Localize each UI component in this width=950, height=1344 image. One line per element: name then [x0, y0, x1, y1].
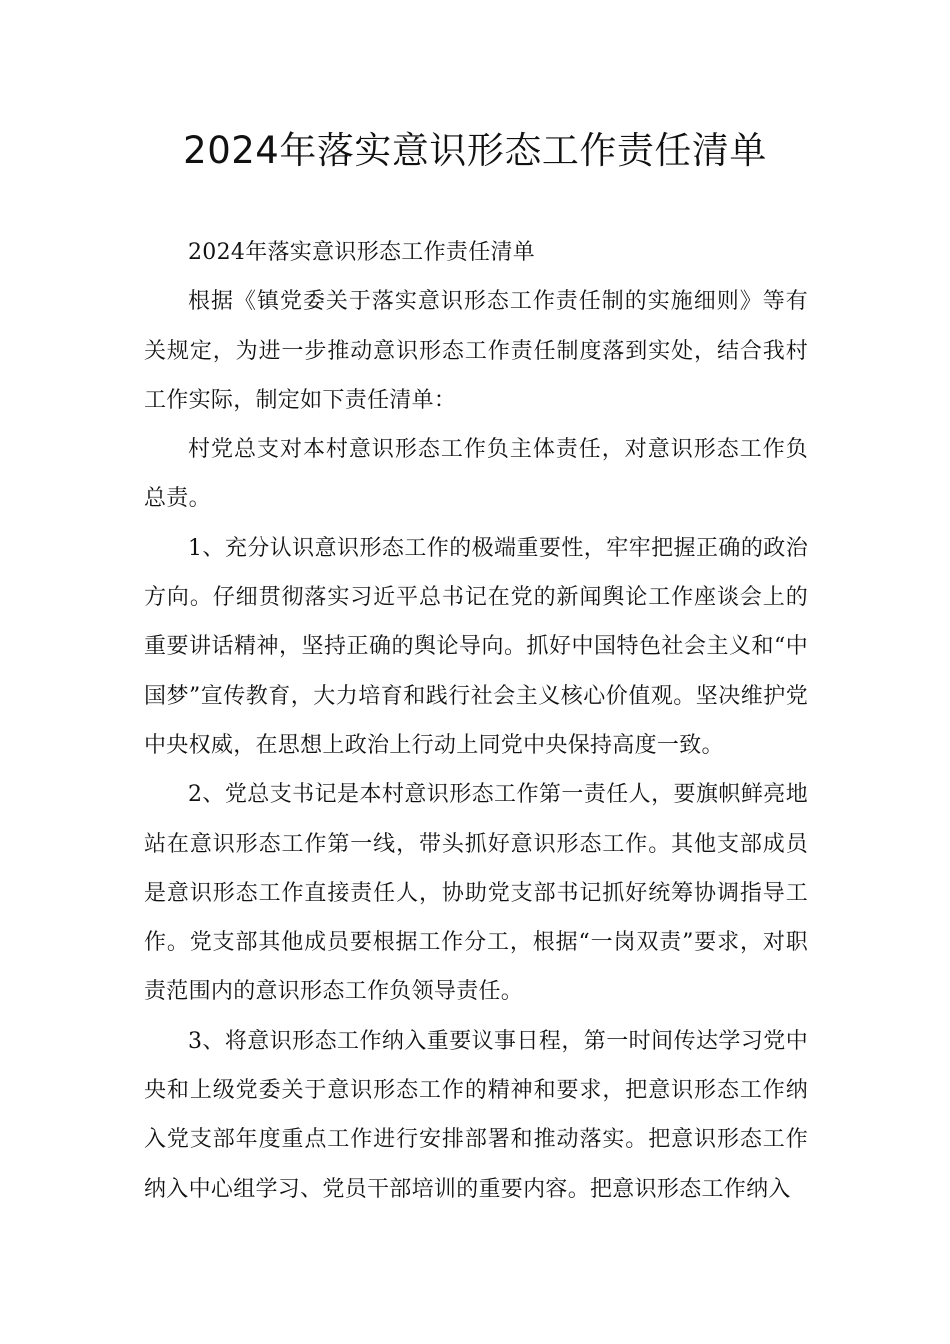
paragraph-item-3: 3、将意识形态工作纳入重要议事日程，第一时间传达学习党中央和上级党委关于意识形态工作的精神和要求，把意识形态工作纳入党支部年度重点工作进行安排部署和推动落实。把意识形态工作纳入中心组学习、党员干部培训的重要内容。把意识形态工作纳入 — [144, 1028, 808, 1202]
paragraph-intro: 根据《镇党委关于落实意识形态工作责任制的实施细则》等有关规定，为进一步推动意识形态工作责任制度落到实处，结合我村工作实际，制定如下责任清单： — [144, 289, 808, 413]
paragraph-main-responsibility: 村党总支对本村意识形态工作负主体责任，对意识形态工作负总责。 — [144, 437, 808, 512]
paragraph-item-2: 2、党总支书记是本村意识形态工作第一责任人，要旗帜鲜亮地站在意识形态工作第一线，带头抓好意识形态工作。其他支部成员是意识形态工作直接责任人，协助党支部书记抓好统筹协调指导工作。党支部其他成员要根据工作分工，根据“一岗双责”要求，对职责范围内的意识形态工作负领导责任。 — [144, 782, 808, 1005]
paragraph-item-1: 1、充分认识意识形态工作的极端重要性，牢牢把握正确的政治方向。仔细贯彻落实习近平总书记在党的新闻舆论工作座谈会上的重要讲话精神，坚持正确的舆论导向。抓好中国特色社会主义和“中国梦”宣传教育，大力培育和践行社会主义核心价值观。坚决维护党中央权威，在思想上政治上行动上同党中央保持高度一致。 — [144, 535, 808, 758]
document-body — [144, 228, 808, 1214]
paragraph-subtitle: 2024年落实意识形态工作责任清单 — [188, 240, 536, 265]
document-title: 2024年落实意识形态工作责任清单 — [183, 129, 767, 172]
